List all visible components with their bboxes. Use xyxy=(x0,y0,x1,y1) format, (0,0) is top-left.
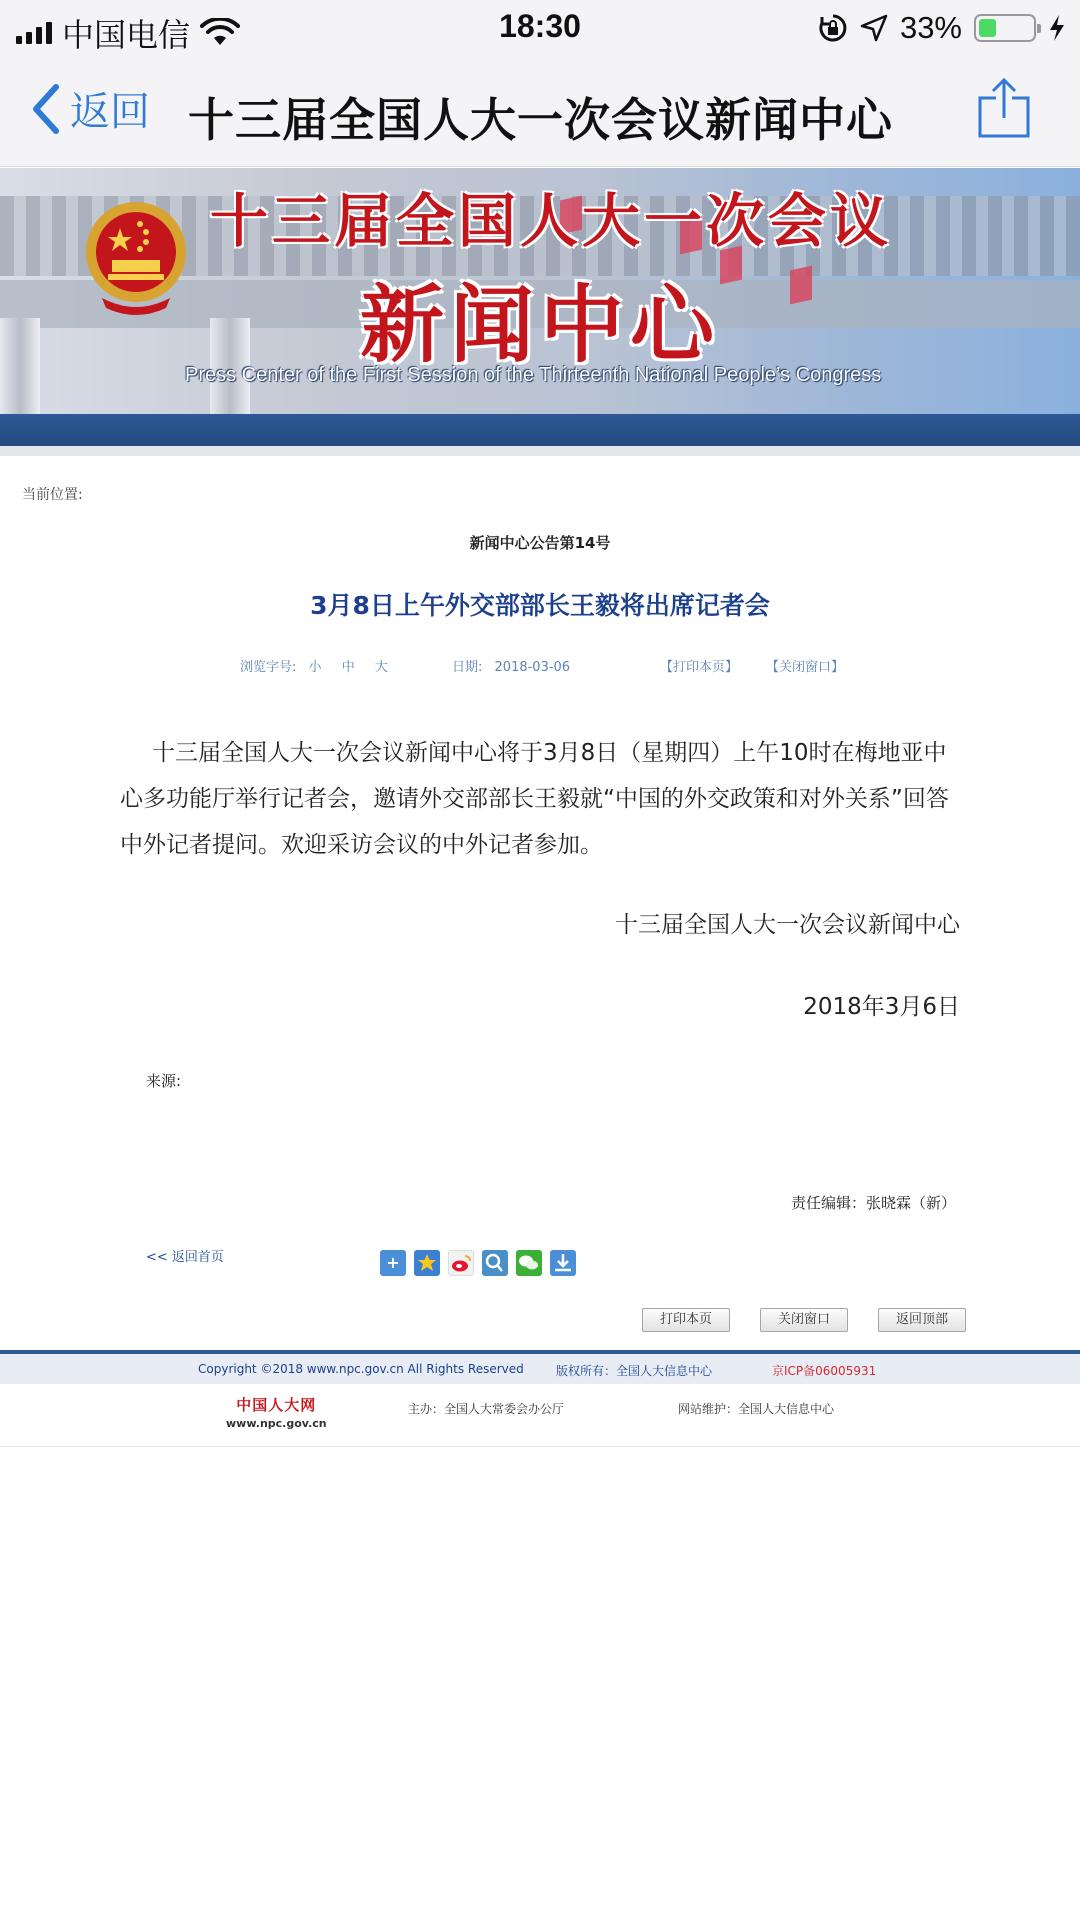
banner-flag xyxy=(790,266,812,305)
back-to-home-link[interactable]: << 返回首页 xyxy=(146,1250,224,1265)
status-time: 18:30 xyxy=(499,8,581,44)
status-bar xyxy=(0,0,1080,54)
banner-blue-bar xyxy=(0,414,1080,446)
notice-number: 新闻中心公告第14号 xyxy=(469,534,611,552)
header-banner xyxy=(0,168,1080,414)
footer-copyright: Copyright ©2018 www.npc.gov.cn All Rights Reserved xyxy=(198,1362,524,1376)
print-page-button[interactable]: 打印本页 xyxy=(642,1308,730,1332)
back-button[interactable] xyxy=(30,80,150,137)
footer-icp[interactable]: 京ICP备06005931 xyxy=(772,1364,877,1378)
breadcrumb: 当前位置: xyxy=(22,487,83,503)
page-title: 十三届全国人大一次会议新闻中心 xyxy=(188,93,893,147)
qzone-icon[interactable] xyxy=(414,1250,440,1276)
font-size-selector xyxy=(240,656,396,675)
tencent-weibo-icon[interactable] xyxy=(482,1250,508,1276)
footer-host: 主办：全国人大常委会办公厅 xyxy=(408,1402,565,1416)
date-value: 2018-03-06 xyxy=(494,660,571,675)
chevron-left-icon xyxy=(30,83,60,135)
more-share-icon[interactable]: + xyxy=(380,1250,406,1276)
article-date xyxy=(452,656,570,675)
battery-icon xyxy=(974,14,1036,42)
back-to-top-button[interactable]: 返回顶部 xyxy=(878,1308,966,1332)
logo-cn: 中国人大网 xyxy=(236,1396,317,1414)
share-icon[interactable] xyxy=(976,78,1032,140)
font-size-medium[interactable]: 中 xyxy=(341,660,355,675)
article-headline: 3月8日上午外交部部长王毅将出席记者会 xyxy=(310,591,770,620)
font-size-small[interactable]: 小 xyxy=(308,660,322,675)
share-toolbar xyxy=(380,1250,576,1276)
close-window-button[interactable]: 关闭窗口 xyxy=(760,1308,848,1332)
article-body: 十三届全国人大一次会议新闻中心将于3月8日（星期四）上午10时在梅地亚中心多功能厅举行记者会，邀请外交部部长王毅就“中国的外交政策和对外关系”回答中外记者提问。欢迎采访会议的中外记者参加。 xyxy=(120,740,949,858)
location-arrow-icon xyxy=(860,14,888,42)
download-icon[interactable] xyxy=(550,1250,576,1276)
status-right xyxy=(818,10,1066,46)
rotation-lock-icon xyxy=(818,13,848,43)
footer-bottom-line xyxy=(0,1446,1080,1447)
national-emblem-icon xyxy=(82,198,190,316)
footer-maintainer: 网站维护：全国人大信息中心 xyxy=(678,1402,835,1416)
npc-logo[interactable] xyxy=(226,1394,327,1430)
banner-grey-bar xyxy=(0,446,1080,456)
wechat-icon[interactable] xyxy=(516,1250,542,1276)
footer-band xyxy=(0,1354,1080,1384)
back-label: 返回 xyxy=(70,89,150,135)
date-label: 日期: xyxy=(452,660,483,675)
weibo-icon[interactable] xyxy=(448,1250,474,1276)
font-size-large[interactable]: 大 xyxy=(374,660,388,675)
battery-percent: 33% xyxy=(899,10,962,45)
bottom-button-group xyxy=(642,1308,966,1332)
banner-column xyxy=(0,318,40,414)
source-label: 来源: xyxy=(146,1072,182,1090)
responsible-editor: 责任编辑：张晓霖（新） xyxy=(790,1194,956,1212)
signature-date: 2018年3月6日 xyxy=(803,994,960,1020)
banner-subtitle-en: Press Center of the First Session of the Thirteenth National People’s Congress xyxy=(185,364,882,386)
logo-en: www.npc.gov.cn xyxy=(226,1417,327,1430)
navigation-bar xyxy=(0,54,1080,167)
close-window-link[interactable]: 【关闭窗口】 xyxy=(766,660,845,675)
print-link[interactable]: 【打印本页】 xyxy=(660,660,739,675)
charging-bolt-icon xyxy=(1048,14,1066,42)
footer-rights: 版权所有：全国人大信息中心 xyxy=(556,1364,713,1378)
banner-title-line1: 十三届全国人大一次会议 xyxy=(210,187,893,255)
battery-level xyxy=(979,19,996,37)
font-size-label: 浏览字号: xyxy=(240,660,297,675)
carrier-name: 中国电信 xyxy=(62,16,191,54)
signature-organization: 十三届全国人大一次会议新闻中心 xyxy=(615,912,960,938)
banner-title-line2: 新闻中心 xyxy=(360,275,721,374)
